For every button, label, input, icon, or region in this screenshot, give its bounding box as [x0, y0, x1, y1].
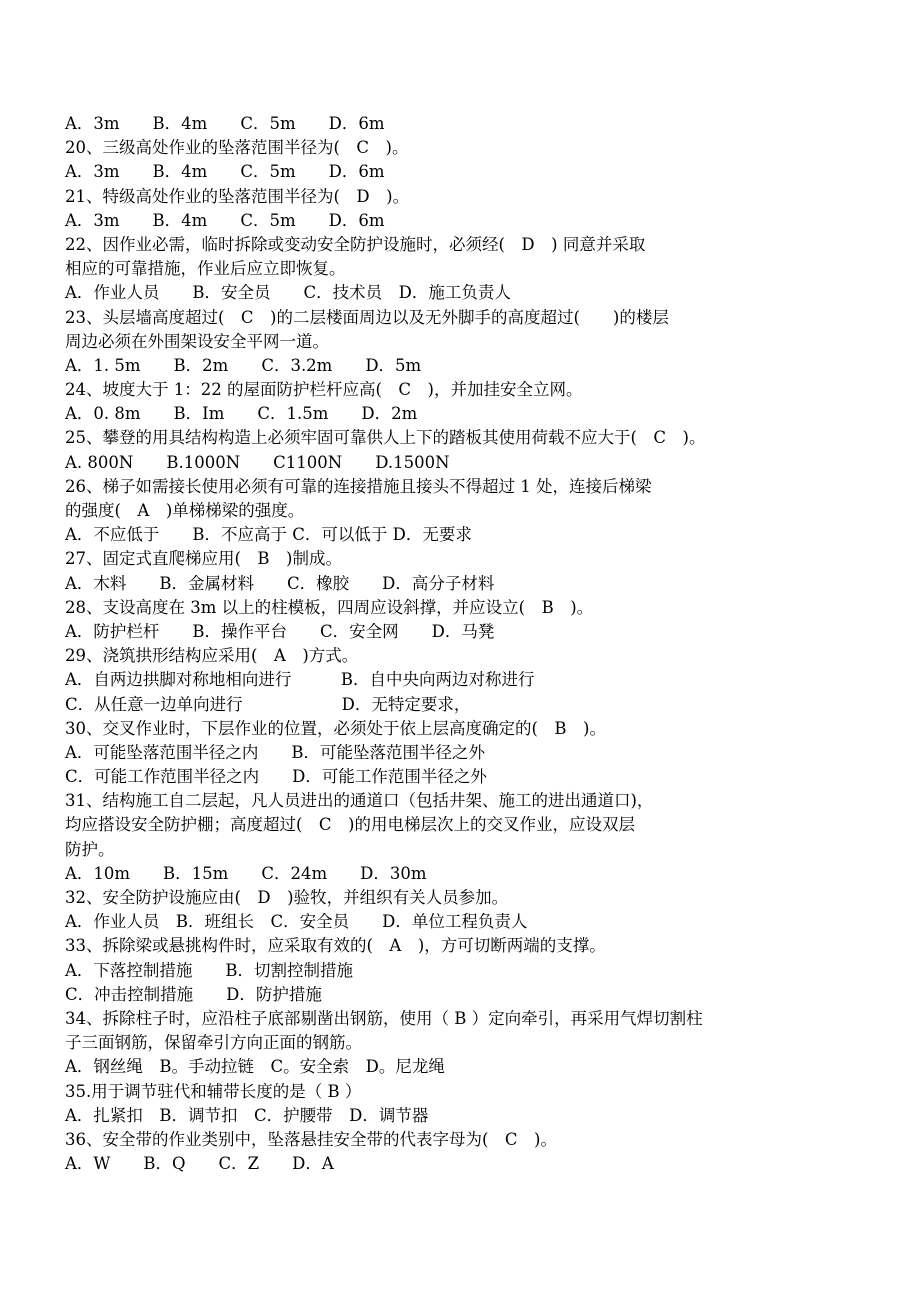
question-23-continued: 周边必须在外围架设安全平网一道。 [65, 331, 329, 351]
answer-options-35: A．扎紧扣 B．调节扣 C．护腰带 D．调节器 [65, 1105, 429, 1125]
question-32: 32、安全防护设施应由( D )验牧，并组织有关人员参加。 [65, 888, 509, 907]
question-31-continued: 均应搭设安全防护棚；高度超过( C )的用电梯层次上的交叉作业，应设双层 [65, 815, 635, 835]
answer-options-34: A．钢丝绳 B。手动拉链 C。安全索 D。尼龙绳 [65, 1057, 445, 1077]
answer-options-33-cd: C．冲击控制措施 D．防护措施 [65, 984, 322, 1004]
question-33: 33、拆除梁或悬挑构件时，应采取有效的( A )，方可切断两端的支撑。 [65, 936, 606, 956]
question-30: 30、交叉作业时，下层作业的位置，必须处于依上层高度确定的( B )。 [65, 718, 606, 738]
answer-options-33-ab: A．下落控制措施 B．切割控制措施 [65, 960, 354, 980]
answer-options-30-ab: A．可能坠落范围半径之内 B．可能坠落范围半径之外 [65, 742, 486, 762]
question-34-continued: 子三面钢筋，保留牵引方向正面的钢筋。 [65, 1033, 362, 1053]
answer-options-27: A．木料 B．金属材料 C．橡胶 D．高分子材料 [65, 573, 495, 593]
question-34: 34、拆除柱子时，应沿柱子底部剔凿出钢筋，使用（ B ）定向牵引，再采用气焊切割柱 [65, 1008, 703, 1028]
answer-options-29-ab: A．自两边拱脚对称地相向进行 B．自中央向两边对称进行 [65, 670, 535, 690]
answer-options-19: A．3m B．4m C．5m D．6m [65, 114, 385, 133]
answer-options-28: A．防护栏杆 B．操作平台 C．安全网 D．马凳 [65, 621, 495, 641]
question-20: 20、三级高处作业的坠落范围半径为( C )。 [65, 138, 409, 158]
question-26-continued: 的强度( A )单梯梯梁的强度。 [65, 501, 305, 520]
question-35: 35.用于调节驻代和辅带长度的是（ B ） [65, 1081, 362, 1101]
question-29: 29、浇筑拱形结构应采用( A )方式。 [65, 646, 359, 666]
answer-options-29-cd: C．从任意一边单向进行 D．无特定要求， [65, 694, 471, 714]
question-28: 28、支设高度在 3m 以上的柱模板，四周应设斜撑，并应设立( B )。 [65, 597, 594, 617]
question-21: 21、特级高处作业的坠落范围半径为( D )。 [65, 186, 410, 206]
question-22-continued: 相应的可靠措施，作业后应立即恢复。 [65, 259, 346, 279]
answer-options-25: A. 800N B.1000N C1100N D.1500N [65, 452, 450, 472]
answer-options-31: A．10m B．15m C．24m D．30m [65, 863, 427, 883]
answer-options-30-cd: C．可能工作范围半径之内 D．可能工作范围半径之外 [65, 767, 487, 787]
answer-options-26: A．不应低于 B．不应高于 C．可以低于 D．无要求 [65, 525, 472, 545]
question-23: 23、头层墙高度超过( C )的二层楼面周边以及无外脚手的高度超过( )的楼层 [65, 307, 669, 327]
answer-options-36: A．W B．Q C．Z D．A [65, 1154, 334, 1174]
answer-options-23: A．1. 5m B．2m C．3.2m D．5m [65, 355, 422, 375]
question-25: 25、攀登的用具结构构造上必须牢固可靠供人上下的踏板其使用荷载不应大于( C )。 [65, 428, 706, 448]
question-31-continued-2: 防护。 [65, 839, 115, 859]
answer-options-32: A．作业人员 B．班组长 C．安全员 D．单位工程负责人 [65, 912, 528, 932]
question-27: 27、固定式直爬梯应用( B )制成。 [65, 549, 342, 569]
answer-options-21: A．3m B．4m C．5m D．6m [65, 210, 385, 230]
question-22: 22、因作业必需，临时拆除或变动安全防护设施时，必须经( D ) 同意并采取 [65, 234, 646, 254]
question-24: 24、坡度大于 1：22 的屋面防护栏杆应高( C )，并加挂安全立网。 [65, 380, 583, 400]
question-list [65, 112, 865, 1176]
question-36: 36、安全带的作业类别中，坠落悬挂安全带的代表字母为( C )。 [65, 1129, 557, 1149]
question-31: 31、结构施工自二层起，凡人员进出的通道口（包括井架、施工的进出通道口)， [65, 791, 654, 811]
answer-options-22: A．作业人员 B．安全员 C．技术员 D．施工负责人 [65, 283, 511, 303]
answer-options-20: A．3m B．4m C．5m D．6m [65, 162, 385, 182]
question-26: 26、梯子如需接长使用必须有可靠的连接措施且接头不得超过 1 处，连接后梯梁 [65, 476, 652, 496]
answer-options-24: A．0. 8m B．Im C．1.5m D．2m [65, 404, 418, 424]
